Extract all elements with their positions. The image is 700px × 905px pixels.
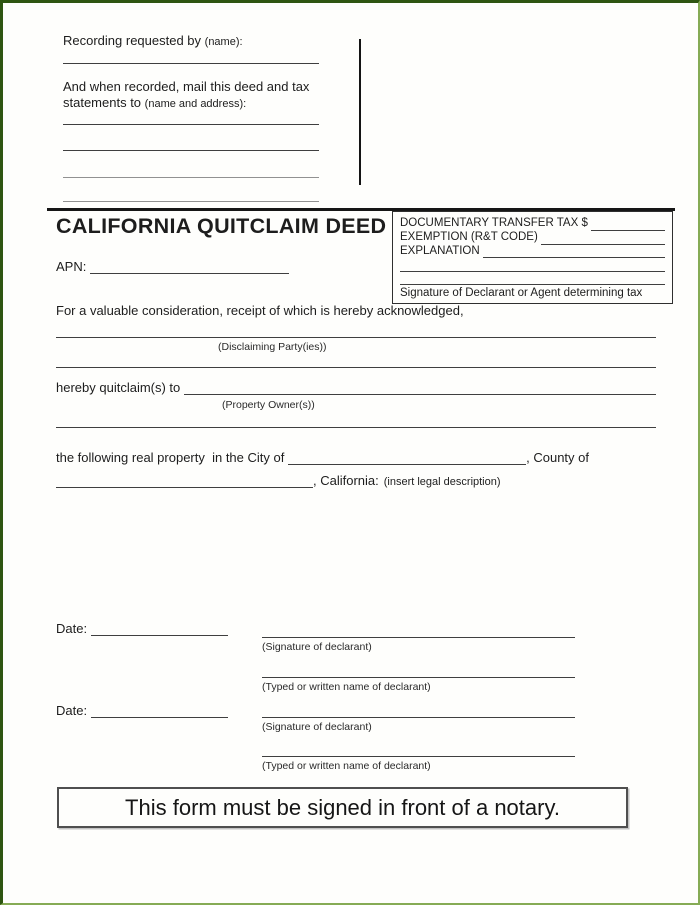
property-owner-field[interactable] [184, 380, 656, 395]
typed-name-caption-2: (Typed or written name of declarant) [262, 760, 431, 772]
mail-address-field-3[interactable] [63, 177, 319, 178]
header-divider-line [359, 39, 361, 185]
disclaiming-party-caption: (Disclaiming Party(ies)) [218, 341, 327, 353]
quitclaim-label: hereby quitclaim(s) to [56, 380, 181, 395]
county-suffix: , County of [526, 450, 589, 465]
transfer-tax-field[interactable] [591, 219, 665, 231]
exemption-row [400, 231, 665, 245]
date-label-1: Date: [56, 621, 88, 636]
explanation-field[interactable] [483, 246, 665, 258]
recording-requested-label [63, 33, 243, 48]
signature-caption-2: (Signature of declarant) [262, 721, 372, 733]
notary-notice-box [57, 787, 628, 828]
county-field[interactable] [56, 473, 313, 488]
explanation-row [400, 245, 665, 259]
declarant-signature-caption: Signature of Declarant or Agent determining tax [400, 287, 643, 300]
city-prefix: the following real property in the City of [56, 450, 285, 465]
property-owner-field-2[interactable] [56, 427, 656, 428]
declarant-signature-row [400, 272, 665, 285]
recording-requested-hint: (name): [204, 36, 243, 48]
page-title: CALIFORNIA QUITCLAIM DEED [56, 214, 387, 238]
mail-to-line1: And when recorded, mail this deed and tax [63, 79, 310, 94]
typed-name-field-1[interactable] [262, 677, 575, 678]
date-field-2[interactable] [91, 703, 228, 718]
recording-requested-by-field[interactable] [63, 63, 319, 64]
county-state-row [56, 473, 501, 488]
mail-address-field-2[interactable] [63, 150, 319, 151]
explanation-field-2[interactable] [400, 260, 665, 272]
exemption-field[interactable] [541, 233, 665, 245]
exemption-label: EXEMPTION (R&T CODE) [400, 230, 538, 243]
date-label-2: Date: [56, 703, 88, 718]
signature-field-2[interactable] [262, 717, 575, 718]
apn-field[interactable] [90, 259, 289, 274]
mail-to-line2 [63, 95, 246, 110]
explanation-label: EXPLANATION [400, 244, 480, 257]
explanation-continued-row [400, 258, 665, 271]
disclaiming-party-field[interactable] [56, 337, 656, 338]
transfer-tax-row [400, 217, 665, 231]
disclaiming-party-field-2[interactable] [56, 367, 656, 368]
signature-caption-1: (Signature of declarant) [262, 641, 372, 653]
property-owner-caption: (Property Owner(s)) [222, 399, 315, 411]
quitclaim-row [56, 380, 656, 395]
mail-to-line2-text: statements to [63, 95, 142, 110]
transfer-tax-label: DOCUMENTARY TRANSFER TAX $ [400, 217, 588, 229]
apn-row [56, 259, 289, 274]
city-row [56, 450, 589, 465]
legal-description-hint: (insert legal description) [383, 476, 501, 488]
date-field-1[interactable] [91, 621, 228, 636]
state-suffix: , California: [313, 473, 379, 488]
recording-requested-text: Recording requested by [63, 33, 202, 48]
notary-notice-text: This form must be signed in front of a notary. [125, 794, 560, 820]
typed-name-field-2[interactable] [262, 756, 575, 757]
transfer-tax-box [392, 211, 673, 304]
signature-field-1[interactable] [262, 637, 575, 638]
date-row-2 [56, 703, 228, 718]
apn-label: APN: [56, 259, 87, 274]
consideration-text: For a valuable consideration, receipt of which is hereby acknowledged, [56, 303, 464, 318]
mail-to-hint: (name and address): [144, 98, 247, 110]
declarant-signature-field[interactable] [400, 273, 665, 285]
mail-address-field-4[interactable] [63, 201, 319, 202]
legal-description-area[interactable] [56, 495, 656, 615]
typed-name-caption-1: (Typed or written name of declarant) [262, 681, 431, 693]
mail-address-field-1[interactable] [63, 124, 319, 125]
city-field[interactable] [288, 450, 526, 465]
date-row-1 [56, 621, 228, 636]
